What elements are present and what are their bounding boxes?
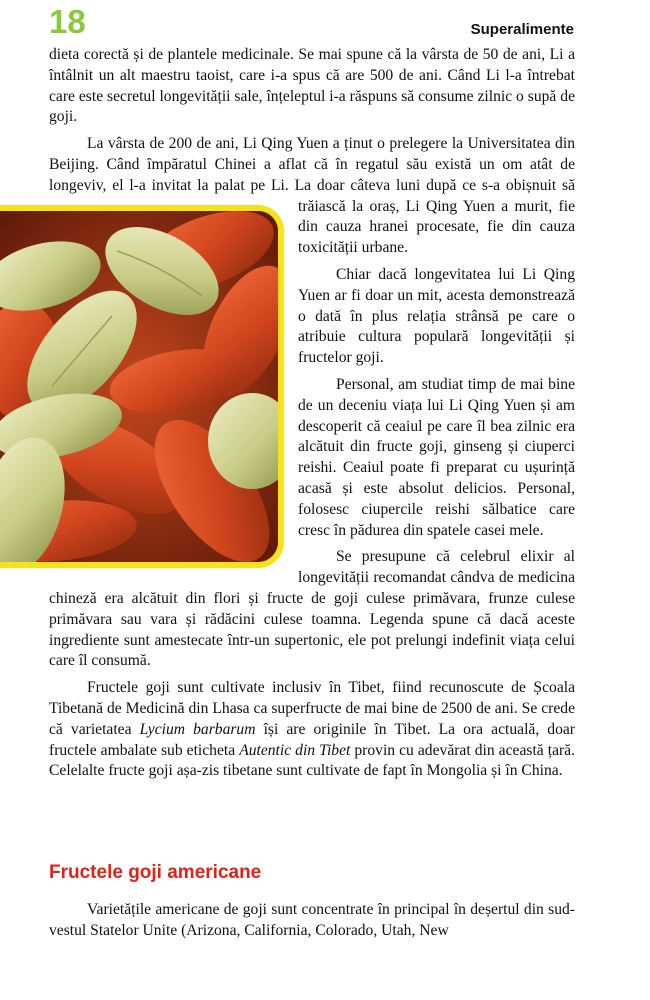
paragraph-text: își are originile în Tibet. La ora actuală, doar fructele ambalate sub eticheta (49, 720, 575, 759)
section-body (49, 900, 575, 942)
paragraph (49, 134, 575, 259)
photo-frame (0, 205, 284, 568)
page-number: 18 (49, 3, 86, 40)
goji-berries-illustration (0, 211, 278, 562)
paragraph-text: Fructele goji sunt cultivate inclusiv în Tibet, fiind recunoscute de Școala Tibetană de Medicină din Lhasa ca superfructe de mai bine de 2500 de ani. Se crede că varietatea (49, 679, 575, 738)
article-body (49, 45, 575, 788)
label-name: Autentic din Tibet (239, 741, 351, 759)
paragraph-text: provin cu adevărat din această țară. Celelalte fructe goji așa-zis tibetane sunt cultivate de fapt în Mongolia și în China. (49, 741, 575, 780)
paragraph-text: La vârsta de 200 de ani, Li Qing Yuen a ținut o prelegere la Universitatea din Beijing. Când împăratul Chinei a aflat că în regatul său există un om atât de longeviv, el l-a invitat la palat pe Li. La doar câteva luni după ce (49, 135, 575, 194)
paragraph: Chiar dacă longevitatea lui Li Qing Yuen ar fi doar un mit, acesta demonstrează o dată în plus relația strânsă pe care o atribuie cultura populară longevității și fructelor goji. (298, 265, 575, 367)
paragraph: dieta corectă și de plantele medicinale. Se mai spune că la vârsta de 50 de ani, Li a întâlnit un alt maestru taoist, care i-a spus că are 500 de ani. Când Li l-a întrebat care este secretul longevității sale, înțeleptul i-a răspuns să consume zilnic o supă de goji. (49, 46, 575, 126)
section-heading: Fructele goji americane (49, 862, 262, 883)
running-header-title: Superalimente (470, 21, 574, 38)
paragraph: Se presupune că celebrul elixir al longevității recomandat cândva de medicina chineză era alcătuit din flori și fructe de goji culese primăvara, frunze culese primăvara sau vara și rădăcini culese toamna. Legenda spune că dacă aceste ingrediente sunt amestecate într-un supertonic, ele pot prelungi indefinit viața celui care îl consumă. (49, 548, 575, 670)
paragraph-text: s-a obișnuit să trăiască la oraș, Li Qing Yuen a murit, fie din cauza hranei procesate, fie din cauza toxicității urbane. (298, 176, 575, 257)
paragraph (49, 678, 575, 782)
paragraph: Personal, am studiat timp de mai bine de un deceniu viața lui Li Qing Yuen și am descoperit că ceaiul pe care îl bea zilnic era alcătuit din fructe goji, ginseng și ciuperci reishi. Ceaiul poate fi preparat cu ușurință acasă și este absolut delicios. Personal, folosesc ciupercile reishi sălbatice care cresc în pădurea din spatele casei mele. (298, 375, 575, 539)
species-name: Lycium barbarum (139, 720, 256, 738)
paragraph: Varietățile americane de goji sunt concentrate în principal în deșertul din sud-vestul Statelor Unite (Arizona, California, Colorado, Utah, New (49, 901, 575, 939)
goji-cardamom-photo (0, 205, 284, 568)
